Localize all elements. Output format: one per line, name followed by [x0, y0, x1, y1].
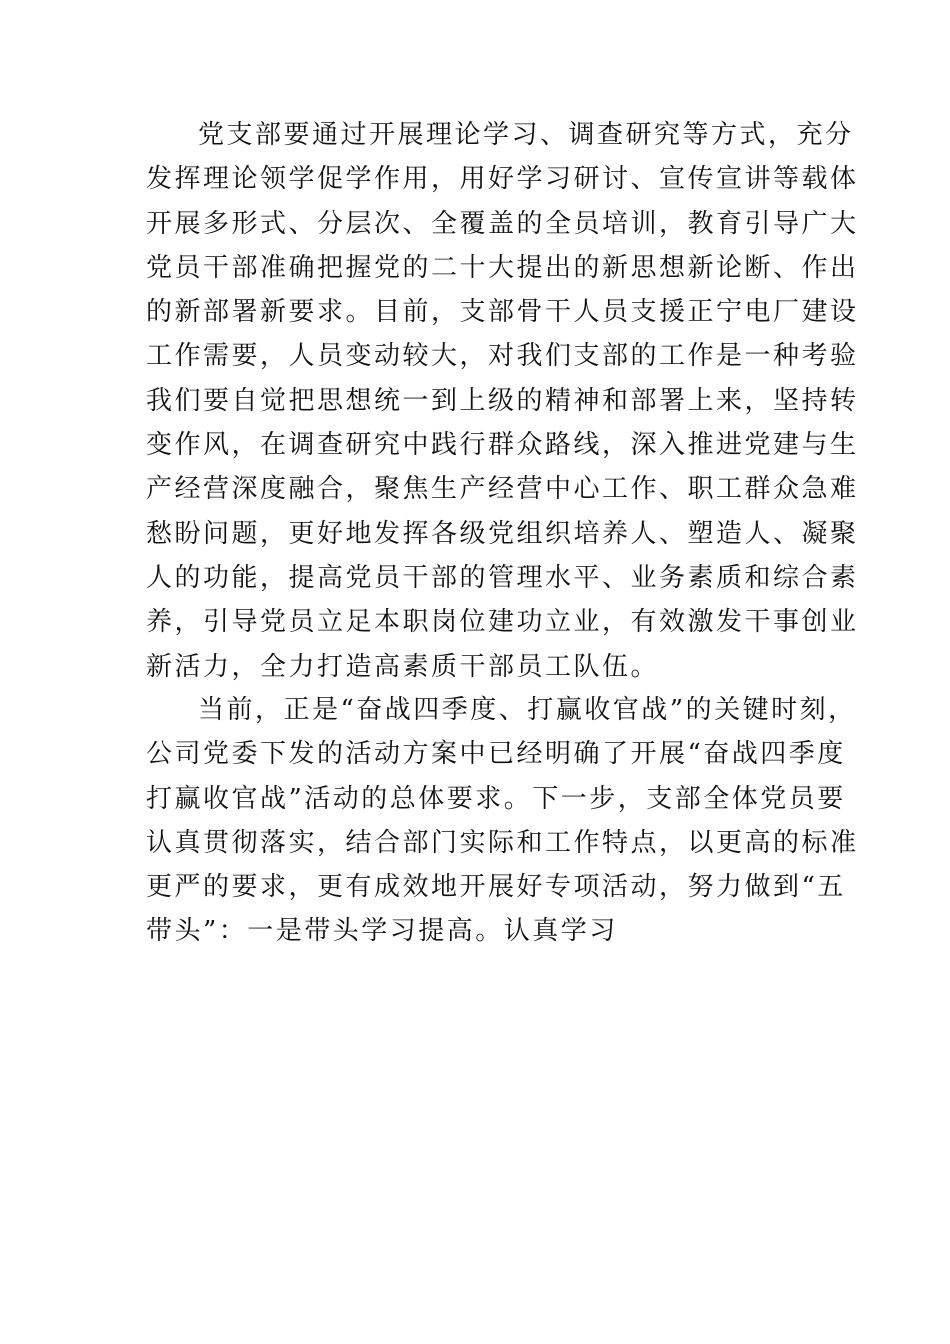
paragraph-1 — [146, 113, 859, 689]
paragraph-line: 的新部署新要求。目前，支部骨干人员支援正宁电厂建设 — [146, 297, 859, 328]
paragraph-line: 打赢收官战”活动的总体要求。下一步，支部全体党员要 — [146, 783, 846, 814]
paragraph-line: 发挥理论领学促学作用，用好学习研讨、宣传宣讲等载体 — [146, 164, 859, 195]
paragraph-line: 党员干部准确把握党的二十大提出的新思想新论断、作出 — [146, 252, 859, 283]
paragraph-line: 认真贯彻落实，结合部门实际和工作特点，以更高的标准 — [146, 827, 859, 858]
paragraph-line: 愁盼问题，更好地发挥各级党组织培养人、塑造人、凝聚 — [146, 518, 859, 549]
paragraph-line: 工作需要，人员变动较大，对我们支部的工作是一种考验 — [146, 341, 859, 372]
paragraph-line: 变作风，在调查研究中践行群众路线，深入推进党建与生 — [146, 430, 859, 461]
paragraph-2 — [146, 688, 859, 954]
paragraph-line: 开展多形式、分层次、全覆盖的全员培训，教育引导广大 — [146, 208, 859, 239]
paragraph-line: 我们要自觉把思想统一到上级的精神和部署上来，坚持转 — [146, 385, 859, 416]
paragraph-line: 党支部要通过开展理论学习、调查研究等方式，充分 — [198, 120, 854, 150]
paragraph-line: 更严的要求，更有成效地开展好专项活动，努力做到“五 — [146, 872, 846, 903]
paragraph-line: 公司党委下发的活动方案中已经明确了开展“奋战四季度 — [146, 739, 846, 770]
paragraph-line: 带头”：一是带头学习提高。认真学习 — [146, 916, 618, 947]
paragraph-line: 人的功能，提高党员干部的管理水平、业务素质和综合素 — [146, 562, 859, 593]
paragraph-line: 养，引导党员立足本职岗位建功立业，有效激发干事创业 — [146, 607, 859, 638]
paragraph-line: 当前，正是“奋战四季度、打赢收官战”的关键时刻， — [198, 695, 857, 725]
paragraph-line: 产经营深度融合，聚焦生产经营中心工作、职工群众急难 — [146, 474, 859, 505]
paragraph-line: 新活力，全力打造高素质干部员工队伍。 — [146, 651, 660, 682]
